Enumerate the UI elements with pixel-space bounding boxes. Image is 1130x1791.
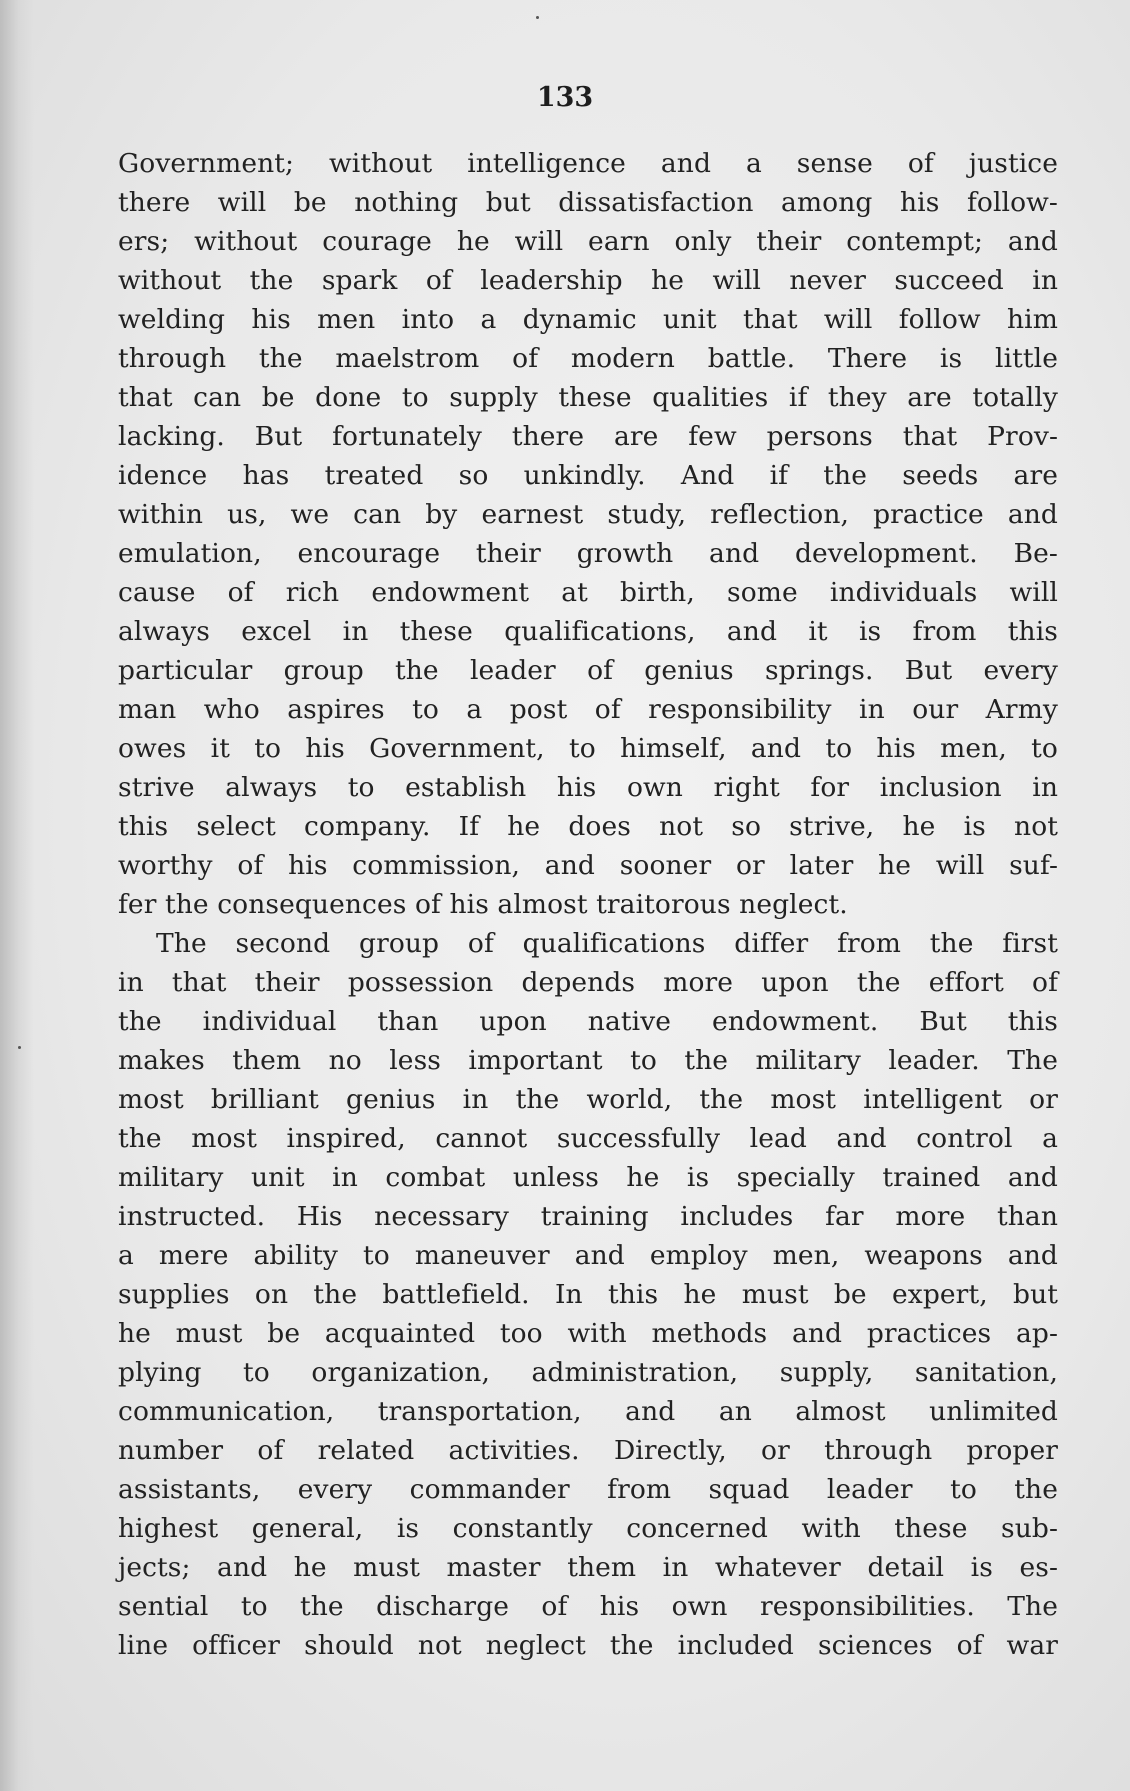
- text-line: welding his men into a dynamic unit that will follow him: [118, 304, 1058, 335]
- text-line: he must be acquainted too with methods and practices ap-: [118, 1318, 1058, 1349]
- text-line: this select company. If he does not so strive, he is not: [118, 811, 1058, 842]
- text-line: sential to the discharge of his own responsibilities. The: [118, 1591, 1058, 1622]
- text-line: idence has treated so unkindly. And if the seeds are: [118, 460, 1058, 491]
- text-line: assistants, every commander from squad leader to the: [118, 1474, 1058, 1505]
- text-line: always excel in these qualifications, and it is from this: [118, 616, 1058, 647]
- text-line: there will be nothing but dissatisfaction among his follow-: [118, 187, 1058, 218]
- text-line: that can be done to supply these qualities if they are totally: [118, 382, 1058, 413]
- text-line: makes them no less important to the military leader. The: [118, 1045, 1058, 1076]
- text-line: line officer should not neglect the included sciences of war: [118, 1630, 1058, 1661]
- text-line: a mere ability to maneuver and employ men, weapons and: [118, 1240, 1058, 1271]
- ink-speck: [18, 1046, 21, 1049]
- text-line: lacking. But fortunately there are few persons that Prov-: [118, 421, 1058, 452]
- text-line: cause of rich endowment at birth, some individuals will: [118, 577, 1058, 608]
- text-line: military unit in combat unless he is specially trained and: [118, 1162, 1058, 1193]
- text-line: Government; without intelligence and a sense of justice: [118, 148, 1058, 179]
- text-line: in that their possession depends more upon the effort of: [118, 967, 1058, 998]
- page-number: 133: [536, 82, 594, 113]
- text-line: highest general, is constantly concerned with these sub-: [118, 1513, 1058, 1544]
- text-line: jects; and he must master them in whatever detail is es-: [118, 1552, 1058, 1583]
- text-line: instructed. His necessary training includes far more than: [118, 1201, 1058, 1232]
- body-text: [118, 144, 1058, 1665]
- text-line: ers; without courage he will earn only their contempt; and: [118, 226, 1058, 257]
- text-line: most brilliant genius in the world, the most intelligent or: [118, 1084, 1058, 1115]
- text-line: without the spark of leadership he will never succeed in: [118, 265, 1058, 296]
- text-line: the most inspired, cannot successfully lead and control a: [118, 1123, 1058, 1154]
- text-line: strive always to establish his own right for inclusion in: [118, 772, 1058, 803]
- text-line: number of related activities. Directly, or through proper: [118, 1435, 1058, 1466]
- text-line: plying to organization, administration, supply, sanitation,: [118, 1357, 1058, 1388]
- text-line: emulation, encourage their growth and development. Be-: [118, 538, 1058, 569]
- text-line: particular group the leader of genius springs. But every: [118, 655, 1058, 686]
- text-line: the individual than upon native endowment. But this: [118, 1006, 1058, 1037]
- text-line: fer the consequences of his almost traitorous neglect.: [118, 889, 848, 920]
- text-line: through the maelstrom of modern battle. There is little: [118, 343, 1058, 374]
- text-line: communication, transportation, and an almost unlimited: [118, 1396, 1058, 1427]
- page-edge-shadow: [0, 0, 34, 1791]
- ink-speck: [536, 16, 539, 19]
- text-line: supplies on the battlefield. In this he must be expert, but: [118, 1279, 1058, 1310]
- text-line: within us, we can by earnest study, reflection, practice and: [118, 499, 1058, 530]
- text-line: owes it to his Government, to himself, and to his men, to: [118, 733, 1058, 764]
- text-line: worthy of his commission, and sooner or later he will suf-: [118, 850, 1058, 881]
- text-line: man who aspires to a post of responsibility in our Army: [118, 694, 1058, 725]
- text-line: The second group of qualifications differ from the first: [156, 928, 1058, 959]
